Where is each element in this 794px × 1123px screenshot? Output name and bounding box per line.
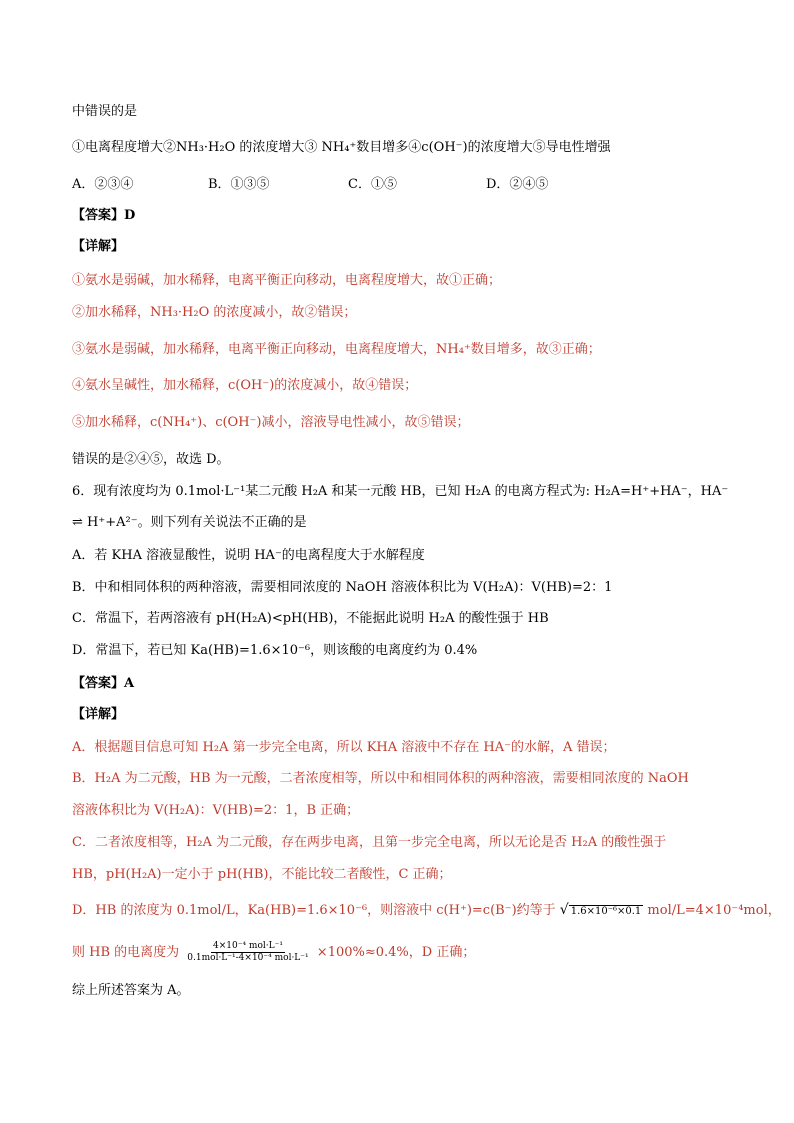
q6-option-c: C．常温下，若两溶液有 pH(H₂A)<pH(HB)，不能据此说明 H₂A 的酸性强于 HB xyxy=(72,611,549,626)
q6-detail-d2-pre: 则 HB 的电离度为 xyxy=(72,945,180,960)
q6-detail-c-line2: HB，pH(H₂A)一定小于 pH(HB)，不能比较二者酸性，C 正确； xyxy=(72,867,452,882)
q6-detail-d2-post: ×100%≈0.4%，D 正确； xyxy=(316,945,476,960)
q5-detail-label: 【详解】 xyxy=(72,239,125,254)
q5-stem-tail: 中错误的是 xyxy=(72,104,138,119)
q6-detail-d-pre: D．HB 的浓度为 0.1mol/L，Ka(HB)=1.6×10⁻⁶，则溶液中 c(H⁺)=c(B⁻)约等于 xyxy=(72,903,556,918)
q5-detail-5: ⑤加水稀释，c(NH₄⁺)、c(OH⁻)减小，溶液导电性减小，故⑤错误； xyxy=(72,415,470,430)
q6-detail-d-line1 xyxy=(72,901,781,920)
q6-answer: 【答案】A xyxy=(72,676,135,691)
q6-option-d: D．常温下，若已知 Ka(HB)=1.6×10⁻⁶，则该酸的电离度约为 0.4% xyxy=(72,643,478,658)
q5-detail-4: ④氨水呈碱性，加水稀释，c(OH⁻)的浓度减小，故④错误； xyxy=(72,378,418,393)
q5-option-b: B．①③⑤ xyxy=(208,177,270,192)
q5-items: ①电离程度增大②NH₃·H₂O 的浓度增大③ NH₄⁺数目增多④c(OH⁻)的浓度增大⑤导电性增强 xyxy=(72,140,611,155)
q5-option-c: C．①⑤ xyxy=(348,177,397,192)
q6-detail-a: A．根据题目信息可知 H₂A 第一步完全电离，所以 KHA 溶液中不存在 HA⁻的水解，A 错误； xyxy=(72,740,616,755)
q6-detail-d-post: mol/L=4×10⁻⁴mol， xyxy=(647,903,781,918)
q6-stem-line2: ⇌ H⁺+A²⁻。则下列有关说法不正确的是 xyxy=(72,515,307,530)
q6-option-b: B．中和相同体积的两种溶液，需要相同浓度的 NaOH 溶液体积比为 V(H₂A)：V(HB)=2：1 xyxy=(72,580,613,595)
q6-detail-d-line2 xyxy=(72,941,475,964)
q5-option-a: A．②③④ xyxy=(72,177,134,192)
ionization-degree-fraction xyxy=(185,941,310,964)
q5-detail-2: ②加水稀释，NH₃·H₂O 的浓度减小，故②错误； xyxy=(72,305,357,320)
q5-answer: 【答案】D xyxy=(72,208,136,223)
q6-detail-c-line1: C．二者浓度相等，H₂A 为二元酸，存在两步电离，且第一步完全电离，所以无论是否 H₂A 的酸性强于 xyxy=(72,835,667,850)
sqrt-icon: √ xyxy=(559,902,569,918)
q5-conclusion: 错误的是②④⑤，故选 D。 xyxy=(72,452,230,467)
q5-option-d: D．②④⑤ xyxy=(486,177,549,192)
q6-detail-d-sqrt: 1.6×10⁻⁶×0.1 xyxy=(570,906,642,917)
q6-conclusion: 综上所述答案为 A。 xyxy=(72,983,190,998)
q6-detail-b-line2: 溶液体积比为 V(H₂A)：V(HB)=2：1，B 正确； xyxy=(72,803,360,818)
q6-stem-line1: 6．现有浓度均为 0.1mol·L⁻¹某二元酸 H₂A 和某一元酸 HB，已知 H₂A 的电离方程式为: H₂A=H⁺+HA⁻，HA⁻ xyxy=(72,484,729,499)
q5-detail-3: ③氨水是弱碱，加水稀释，电离平衡正向移动，电离程度增大，NH₄⁺数目增多，故③正确； xyxy=(72,342,601,357)
q6-detail-b-line1: B．H₂A 为二元酸，HB 为一元酸，二者浓度相等，所以中和相同体积的两种溶液，需要相同浓度的 NaOH xyxy=(72,771,689,786)
q6-detail-label: 【详解】 xyxy=(72,707,125,722)
fraction-denominator: 0.1mol·L⁻¹-4×10⁻⁴ mol·L⁻¹ xyxy=(187,953,309,963)
q5-detail-1: ①氨水是弱碱，加水稀释，电离平衡正向移动，电离程度增大，故①正确； xyxy=(72,273,502,288)
q5-options xyxy=(72,176,548,194)
q6-option-a: A．若 KHA 溶液显酸性，说明 HA⁻的电离程度大于水解程度 xyxy=(72,548,425,563)
fraction-numerator: 4×10⁻⁴ mol·L⁻¹ xyxy=(212,941,283,951)
